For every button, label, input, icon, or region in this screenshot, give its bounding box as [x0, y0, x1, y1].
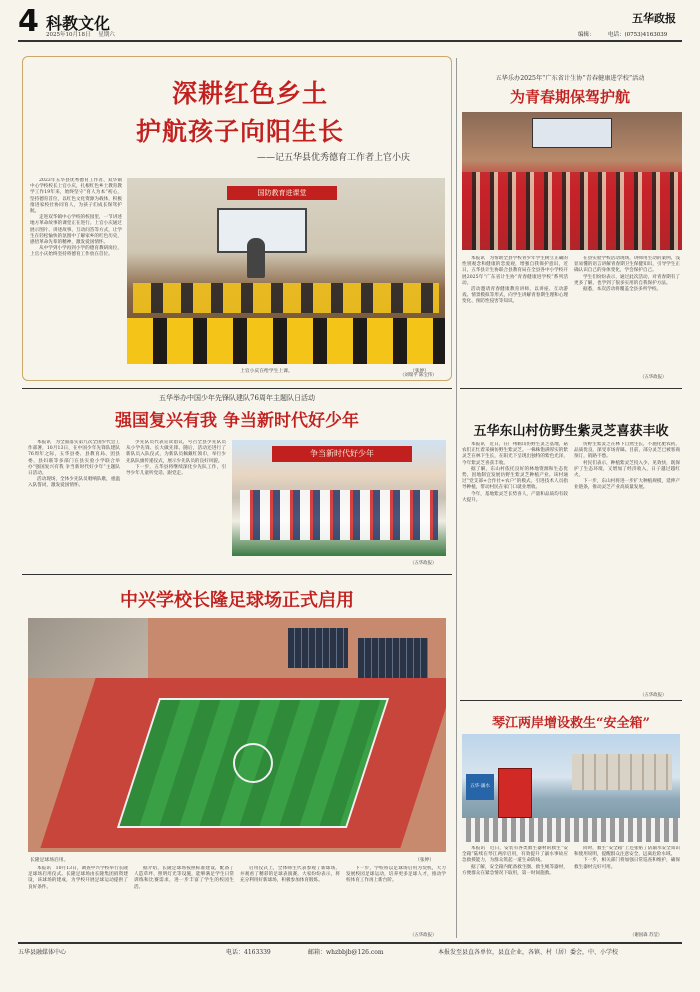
rooftop-solar-2: [358, 638, 428, 678]
article3-kicker: 五华举办中国少年先锋队建队76周年主题队日活动: [159, 394, 315, 402]
article1-body-col1: 2023年五华县优秀德育工作者、双华镇中心学校校长上官小庆，扎根红色乡土教育教学工作19年来，始终坚守“育人为本”初心，坚持德育首位，以红色文化资源为载体，积极推进家校社协同育人，为孩子们成长保驾护航。 走进双华镇中心学校的校园里，一节讲述地方革命故事的课堂正在进行。上官小庆通过展示图片、讲述故事、互动问答等方式，让学生在轻松愉快的氛围中了解家乡的红色历史，感悟革命先辈的精神，激发爱国情怀。 从中学到小学再到小学的德育教研岗位，上官小庆始终坚持将德育工作放在首位。: [30, 178, 122, 258]
masthead: [18, 4, 682, 39]
article5-top-rule: [22, 574, 452, 575]
article5-byline: （五华政报）: [410, 933, 437, 938]
safety-box: [498, 768, 532, 818]
article1-photo-credit: （张婷）: [410, 369, 430, 374]
safety-sign: 五华·溺水: [466, 774, 494, 800]
column-divider: [456, 58, 457, 938]
article1-byline: （刘瑞平 陈宝伟）: [400, 373, 437, 378]
article1-title-line1: 深耕红色乡土: [171, 79, 328, 108]
student-row-2: [127, 318, 445, 364]
article1-body-bottom: [127, 374, 445, 379]
teacher-figure: [247, 238, 265, 278]
pitch-center-circle: [233, 743, 273, 783]
riverside-buildings: [572, 754, 672, 790]
article6-title: 琴江两岸增设救生“安全箱”: [492, 716, 650, 731]
article5-photo-credit: （张婷）: [415, 858, 435, 863]
footer-notice: 本报发至县直各单位，县直企业，各镇、村（居）委会，中、小学校: [438, 949, 619, 956]
page-number: 4: [18, 4, 39, 39]
article2-body-col2: 在县实验学校活动现场，讲师用生动的案例、浅显易懂的语言讲解青春期卫生保健知识，引导学生正确认识自己的身体变化，学会保护自己。 学生们纷纷表示，通过此次活动，对青春期有了更多了解，也学到了很多实用的自我保护方法。 据悉，本次活动将覆盖全县多所学校。: [574, 256, 680, 293]
article2-kicker: 五华乐办2025年“广东省计生协”青春健康进学校”活动: [495, 75, 645, 82]
student-crowd: [462, 172, 682, 250]
article6-body-col1: 本报讯 近日，安装有各类救生器材的救生“安全箱”陆续在琴江两岸启用，有效提升了溺水事故应急救援能力，为群众筑起一道生命防线。 据了解，安全箱内配备救生圈、救生绳等器材，方便群众在紧急情况下取用，第一时间施救。: [462, 846, 568, 876]
article5-photo: [28, 618, 446, 852]
weekday-text: 星期六: [98, 32, 115, 38]
article1-subtitle: ——记五华县优秀德育工作者上官小庆: [256, 153, 410, 163]
date-text: 2025年10月18日: [46, 32, 91, 38]
rooftop-solar-1: [288, 628, 348, 668]
masthead-rule: [18, 40, 682, 42]
article5-body-col1: 本报讯 10月13日，调查中兴学校举行长隆足球场启用仪式。长隆足球场由长隆集团捐资建设，该球场的建成，为学校开展足球运动提供了良好条件。: [28, 866, 128, 890]
article4-top-rule: [460, 388, 682, 389]
article3-byline: （五华政报）: [410, 561, 437, 566]
article3-body-col1: 本报讯 为全面落实第九次全国少代会工作部署，10月13日，在中国少年先锋队建队76周年之际，五华县委、县教育局、团县委、县妇联等多部门在县实验小学联合举办“强国复兴有我 争当新时代好少年”主题队日活动。 活动现场，全体少先队员唱响队歌，重温入队誓词，激发爱国情怀。: [28, 440, 120, 489]
article4-body-col2: 仿野生紫灵芝在林下自然生长，不施化肥农药，品质优良，深受市场青睐。目前，部分灵芝已被客商预订，销路不愁。 村民们表示，种植紫灵芝投入少、见效快，既保护了生态环境，又增加了经济收入，日子越过越红火。 下一步，东山村将进一步扩大种植规模，延伸产业链条，推动灵芝产业高质量发展。: [574, 442, 680, 491]
article2-byline: （五华政报）: [640, 375, 667, 380]
footer-publisher: 五华县融媒体中心: [18, 949, 67, 956]
railing: [462, 818, 680, 842]
article5-body-col2: 据介绍，长隆足球场按照标准建设，配备了人造草坪、照明灯光等设施，能够满足学生日常训练和比赛需求，进一步丰富了学生的校园生活。: [134, 866, 234, 890]
article6-photo: [462, 734, 680, 842]
article3-body-col2: 少先队员代表宣读倡议，号召全县少先队员从小学先锋、长大做先锋。随后，活动还进行了新队员入队仪式，为新队员佩戴红领巾，举行少先队队旗传递仪式，展示少先队员的良好风貌。 下一步，五华县将继续深化少先队工作，引导少年儿童听党话、跟党走。: [126, 440, 226, 477]
article4-body-col1: 本报讯 近日，在广州鹤山仿野生灵芝基地，菇农们正忙着采摘仿野生紫灵芝。一株株饱满厚实的紫灵芝在林下生长，在阳光下呈现出独特的紫色光泽，今年紫灵芝喜获丰收。 据了解，东山村依托良好的林地资源和生态优势，因地制宜发展仿野生紫灵芝种植产业。该村通过“党支部+合作社+农户”的模式，引进技术人员指导种植，带动村民在家门口就业增收。 今年，基地紫灵芝长势喜人，产量和品质均有较大提升。: [462, 442, 568, 503]
article3-top-rule: [22, 388, 452, 389]
article1-photo-caption: 上官小庆在给学生上课。: [240, 369, 293, 374]
student-row-1: [133, 283, 439, 313]
footer-phone: 电话：4163339: [226, 949, 271, 956]
article4-byline: （五华政报）: [640, 693, 667, 698]
hotline: 电话：(0753)4163039: [608, 32, 668, 38]
footer-email: 邮箱：whzbbjb@126.com: [308, 949, 384, 956]
paper-name: 五华政报: [632, 12, 676, 25]
article5-title: 中兴学校长隆足球场正式启用: [120, 590, 354, 611]
article2-title: 为青春期保驾护航: [509, 88, 630, 106]
article4-title: 五华东山村仿野生紫灵芝喜获丰收: [473, 424, 669, 439]
footer-rule: [18, 942, 682, 944]
article2-photo: [462, 112, 682, 250]
article1-photo: [127, 178, 445, 364]
building-roofs: [28, 618, 148, 678]
article5-body-col4: 下一步，学校将以足球场启用为契机，大力发展校园足球运动，培养更多足球人才，推动学校体育工作再上新台阶。: [346, 866, 446, 884]
lecture-screen: [532, 118, 612, 148]
section-title: 科教文化: [46, 14, 111, 33]
classroom-banner: 国防教育进课堂: [227, 186, 337, 200]
article6-byline: （谢国森 苏莹）: [630, 933, 663, 938]
article5-body-col3: 启用仪式上，全体师生代表参观了新球场，并观看了精彩的足球表演赛。大家纷纷表示，将充分利用好新球场，积极参加体育锻炼。: [240, 866, 340, 884]
footer: [18, 947, 682, 957]
article3-photo: [232, 440, 446, 556]
children-group: [240, 490, 438, 540]
issue-date: [46, 30, 115, 38]
article3-title: 强国复兴有我 争当新时代好少年: [115, 411, 359, 431]
article6-body-col2: 同时，救生“安全箱”上还张贴了防溺水安全知识和使用说明，提醒群众注意安全，远离危险水域。 下一步，相关部门将加强日常巡查和维护，确保救生器材完好可用。: [574, 846, 680, 870]
article1-title-line2: 护航孩子向阳生长: [135, 117, 344, 146]
article2-body-col1: 本报讯 为帮助全县学校青少年学生树立正确的性别观念和健康的恋爱观，增强自我保护意识，近日，五华县计生协联合县教育局在全县各中小学校开展2025年“广东省计生协”青春健康进学校”系列活动。 活动邀请青春健康教育讲师，以讲座、互动游戏、情景模拟等形式，向学生讲解青春期生理和心理变化、预防性侵害等知识。: [462, 256, 568, 305]
article6-top-rule: [460, 700, 682, 701]
editor-label: 编辑：: [578, 32, 595, 38]
article5-photo-caption: 长隆足球场启用。: [30, 858, 69, 863]
stage-banner: 争当新时代好少年: [272, 446, 412, 462]
